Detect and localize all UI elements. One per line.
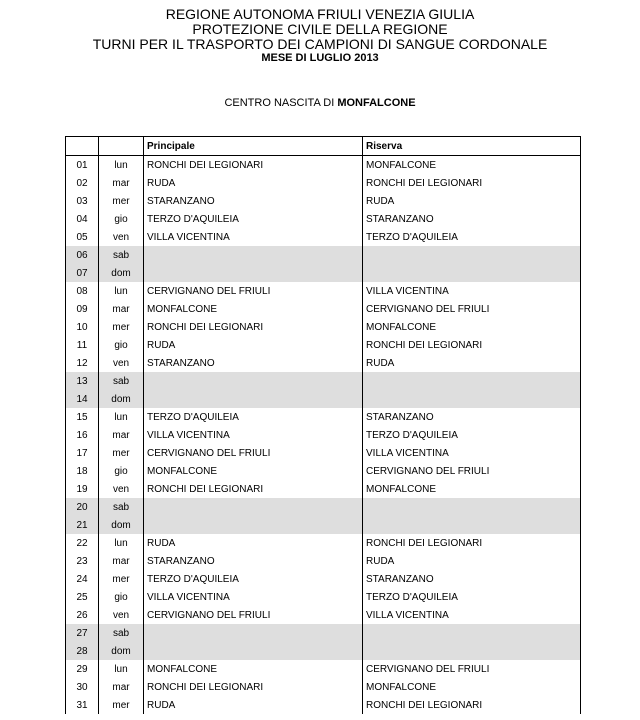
cell-principale: STARANZANO bbox=[144, 552, 363, 570]
cell-riserva bbox=[363, 390, 581, 408]
cell-weekday: dom bbox=[99, 390, 144, 408]
cell-weekday: sab bbox=[99, 498, 144, 516]
cell-principale: RUDA bbox=[144, 696, 363, 714]
cell-riserva: CERVIGNANO DEL FRIULI bbox=[363, 462, 581, 480]
cell-weekday: lun bbox=[99, 660, 144, 678]
cell-weekday: lun bbox=[99, 534, 144, 552]
cell-weekday: sab bbox=[99, 624, 144, 642]
cell-principale: STARANZANO bbox=[144, 192, 363, 210]
cell-riserva: STARANZANO bbox=[363, 210, 581, 228]
cell-riserva bbox=[363, 498, 581, 516]
cell-riserva bbox=[363, 246, 581, 264]
table-row bbox=[66, 282, 581, 300]
table-row bbox=[66, 336, 581, 354]
cell-principale: RONCHI DEI LEGIONARI bbox=[144, 480, 363, 498]
table-row bbox=[66, 660, 581, 678]
cell-riserva: RUDA bbox=[363, 192, 581, 210]
cell-weekday: gio bbox=[99, 462, 144, 480]
table-row bbox=[66, 588, 581, 606]
cell-day-number: 29 bbox=[66, 660, 99, 678]
cell-principale bbox=[144, 624, 363, 642]
cell-principale: CERVIGNANO DEL FRIULI bbox=[144, 282, 363, 300]
cell-weekday: mar bbox=[99, 552, 144, 570]
cell-weekday: gio bbox=[99, 210, 144, 228]
table-row bbox=[66, 228, 581, 246]
cell-riserva: RUDA bbox=[363, 552, 581, 570]
cell-weekday: mar bbox=[99, 678, 144, 696]
cell-riserva: CERVIGNANO DEL FRIULI bbox=[363, 660, 581, 678]
cell-day-number: 08 bbox=[66, 282, 99, 300]
cell-riserva bbox=[363, 642, 581, 660]
header-region: REGIONE AUTONOMA FRIULI VENEZIA GIULIA bbox=[165, 6, 475, 22]
cell-riserva bbox=[363, 624, 581, 642]
table-row bbox=[66, 156, 581, 175]
cell-principale bbox=[144, 498, 363, 516]
table-row bbox=[66, 480, 581, 498]
cell-riserva: MONFALCONE bbox=[363, 156, 581, 175]
cell-principale: VILLA VICENTINA bbox=[144, 588, 363, 606]
cell-riserva bbox=[363, 516, 581, 534]
cell-day-number: 12 bbox=[66, 354, 99, 372]
cell-weekday: mer bbox=[99, 570, 144, 588]
document-header bbox=[0, 7, 640, 65]
table-row bbox=[66, 624, 581, 642]
table-row bbox=[66, 606, 581, 624]
cell-day-number: 10 bbox=[66, 318, 99, 336]
cell-riserva: MONFALCONE bbox=[363, 318, 581, 336]
cell-weekday: mer bbox=[99, 696, 144, 714]
cell-day-number: 07 bbox=[66, 264, 99, 282]
cell-principale: MONFALCONE bbox=[144, 300, 363, 318]
birth-center-name: MONFALCONE bbox=[337, 97, 416, 109]
cell-day-number: 13 bbox=[66, 372, 99, 390]
cell-day-number: 06 bbox=[66, 246, 99, 264]
cell-riserva: MONFALCONE bbox=[363, 480, 581, 498]
cell-day-number: 20 bbox=[66, 498, 99, 516]
cell-principale: TERZO D'AQUILEIA bbox=[144, 570, 363, 588]
cell-day-number: 02 bbox=[66, 174, 99, 192]
table-row bbox=[66, 570, 581, 588]
cell-day-number: 21 bbox=[66, 516, 99, 534]
cell-day-number: 31 bbox=[66, 696, 99, 714]
cell-day-number: 19 bbox=[66, 480, 99, 498]
table-row bbox=[66, 696, 581, 714]
cell-principale: MONFALCONE bbox=[144, 660, 363, 678]
table-row bbox=[66, 516, 581, 534]
cell-principale: RONCHI DEI LEGIONARI bbox=[144, 156, 363, 175]
cell-weekday: ven bbox=[99, 354, 144, 372]
cell-riserva: RONCHI DEI LEGIONARI bbox=[363, 534, 581, 552]
table-row bbox=[66, 462, 581, 480]
cell-weekday: mar bbox=[99, 426, 144, 444]
table-row bbox=[66, 246, 581, 264]
header-title: TURNI PER IL TRASPORTO DEI CAMPIONI DI SANGUE CORDONALE bbox=[92, 36, 548, 52]
cell-weekday: mer bbox=[99, 318, 144, 336]
cell-principale bbox=[144, 390, 363, 408]
cell-day-number: 14 bbox=[66, 390, 99, 408]
header-weekday bbox=[99, 137, 144, 156]
cell-weekday: gio bbox=[99, 336, 144, 354]
cell-principale: RUDA bbox=[144, 336, 363, 354]
cell-weekday: mer bbox=[99, 444, 144, 462]
cell-principale: TERZO D'AQUILEIA bbox=[144, 210, 363, 228]
table-row bbox=[66, 408, 581, 426]
cell-day-number: 18 bbox=[66, 462, 99, 480]
cell-principale: CERVIGNANO DEL FRIULI bbox=[144, 444, 363, 462]
cell-riserva bbox=[363, 264, 581, 282]
cell-riserva: VILLA VICENTINA bbox=[363, 606, 581, 624]
cell-weekday: ven bbox=[99, 480, 144, 498]
cell-day-number: 26 bbox=[66, 606, 99, 624]
cell-riserva: TERZO D'AQUILEIA bbox=[363, 426, 581, 444]
header-department: PROTEZIONE CIVILE DELLA REGIONE bbox=[192, 21, 448, 37]
table-row bbox=[66, 678, 581, 696]
table-row bbox=[66, 192, 581, 210]
cell-riserva: STARANZANO bbox=[363, 570, 581, 588]
cell-weekday: dom bbox=[99, 516, 144, 534]
cell-principale: CERVIGNANO DEL FRIULI bbox=[144, 606, 363, 624]
cell-principale: RONCHI DEI LEGIONARI bbox=[144, 318, 363, 336]
cell-weekday: ven bbox=[99, 606, 144, 624]
cell-day-number: 05 bbox=[66, 228, 99, 246]
cell-weekday: lun bbox=[99, 408, 144, 426]
cell-weekday: mar bbox=[99, 300, 144, 318]
cell-riserva: RONCHI DEI LEGIONARI bbox=[363, 336, 581, 354]
header-month: MESE DI LUGLIO 2013 bbox=[261, 52, 379, 64]
cell-weekday: dom bbox=[99, 264, 144, 282]
cell-weekday: gio bbox=[99, 588, 144, 606]
cell-day-number: 23 bbox=[66, 552, 99, 570]
cell-weekday: sab bbox=[99, 372, 144, 390]
cell-day-number: 03 bbox=[66, 192, 99, 210]
cell-riserva: RUDA bbox=[363, 354, 581, 372]
birth-center-prefix: CENTRO NASCITA DI bbox=[224, 97, 338, 109]
cell-day-number: 28 bbox=[66, 642, 99, 660]
shift-table bbox=[65, 136, 581, 714]
cell-principale: RUDA bbox=[144, 174, 363, 192]
table-row bbox=[66, 354, 581, 372]
cell-principale bbox=[144, 246, 363, 264]
cell-riserva: VILLA VICENTINA bbox=[363, 282, 581, 300]
table-row bbox=[66, 444, 581, 462]
cell-riserva: RONCHI DEI LEGIONARI bbox=[363, 696, 581, 714]
cell-day-number: 27 bbox=[66, 624, 99, 642]
table-row bbox=[66, 174, 581, 192]
table-row bbox=[66, 318, 581, 336]
table-row bbox=[66, 552, 581, 570]
cell-day-number: 17 bbox=[66, 444, 99, 462]
cell-riserva: STARANZANO bbox=[363, 408, 581, 426]
cell-principale bbox=[144, 516, 363, 534]
header-riserva: Riserva bbox=[363, 137, 581, 156]
table-row bbox=[66, 210, 581, 228]
cell-weekday: dom bbox=[99, 642, 144, 660]
cell-principale: VILLA VICENTINA bbox=[144, 426, 363, 444]
cell-day-number: 11 bbox=[66, 336, 99, 354]
cell-principale bbox=[144, 264, 363, 282]
table-row bbox=[66, 534, 581, 552]
table-row bbox=[66, 390, 581, 408]
cell-riserva: TERZO D'AQUILEIA bbox=[363, 588, 581, 606]
cell-day-number: 15 bbox=[66, 408, 99, 426]
table-row bbox=[66, 426, 581, 444]
cell-day-number: 25 bbox=[66, 588, 99, 606]
cell-day-number: 04 bbox=[66, 210, 99, 228]
cell-riserva: MONFALCONE bbox=[363, 678, 581, 696]
table-row bbox=[66, 498, 581, 516]
cell-day-number: 24 bbox=[66, 570, 99, 588]
cell-day-number: 16 bbox=[66, 426, 99, 444]
cell-riserva: TERZO D'AQUILEIA bbox=[363, 228, 581, 246]
cell-weekday: lun bbox=[99, 282, 144, 300]
cell-weekday: ven bbox=[99, 228, 144, 246]
cell-day-number: 09 bbox=[66, 300, 99, 318]
birth-center-label bbox=[0, 97, 640, 109]
cell-riserva: VILLA VICENTINA bbox=[363, 444, 581, 462]
cell-principale: STARANZANO bbox=[144, 354, 363, 372]
cell-principale bbox=[144, 372, 363, 390]
cell-riserva: CERVIGNANO DEL FRIULI bbox=[363, 300, 581, 318]
cell-day-number: 01 bbox=[66, 156, 99, 175]
table-row bbox=[66, 264, 581, 282]
cell-principale: VILLA VICENTINA bbox=[144, 228, 363, 246]
cell-day-number: 22 bbox=[66, 534, 99, 552]
cell-principale: RONCHI DEI LEGIONARI bbox=[144, 678, 363, 696]
cell-principale: MONFALCONE bbox=[144, 462, 363, 480]
cell-weekday: mer bbox=[99, 192, 144, 210]
cell-day-number: 30 bbox=[66, 678, 99, 696]
cell-riserva: RONCHI DEI LEGIONARI bbox=[363, 174, 581, 192]
cell-principale: TERZO D'AQUILEIA bbox=[144, 408, 363, 426]
table-row bbox=[66, 300, 581, 318]
cell-principale: RUDA bbox=[144, 534, 363, 552]
cell-weekday: mar bbox=[99, 174, 144, 192]
table-row bbox=[66, 642, 581, 660]
cell-weekday: lun bbox=[99, 156, 144, 175]
table-header-row bbox=[66, 137, 581, 156]
cell-principale bbox=[144, 642, 363, 660]
cell-riserva bbox=[363, 372, 581, 390]
table-body bbox=[66, 156, 581, 715]
cell-weekday: sab bbox=[99, 246, 144, 264]
header-day-number bbox=[66, 137, 99, 156]
table-row bbox=[66, 372, 581, 390]
header-principale: Principale bbox=[144, 137, 363, 156]
